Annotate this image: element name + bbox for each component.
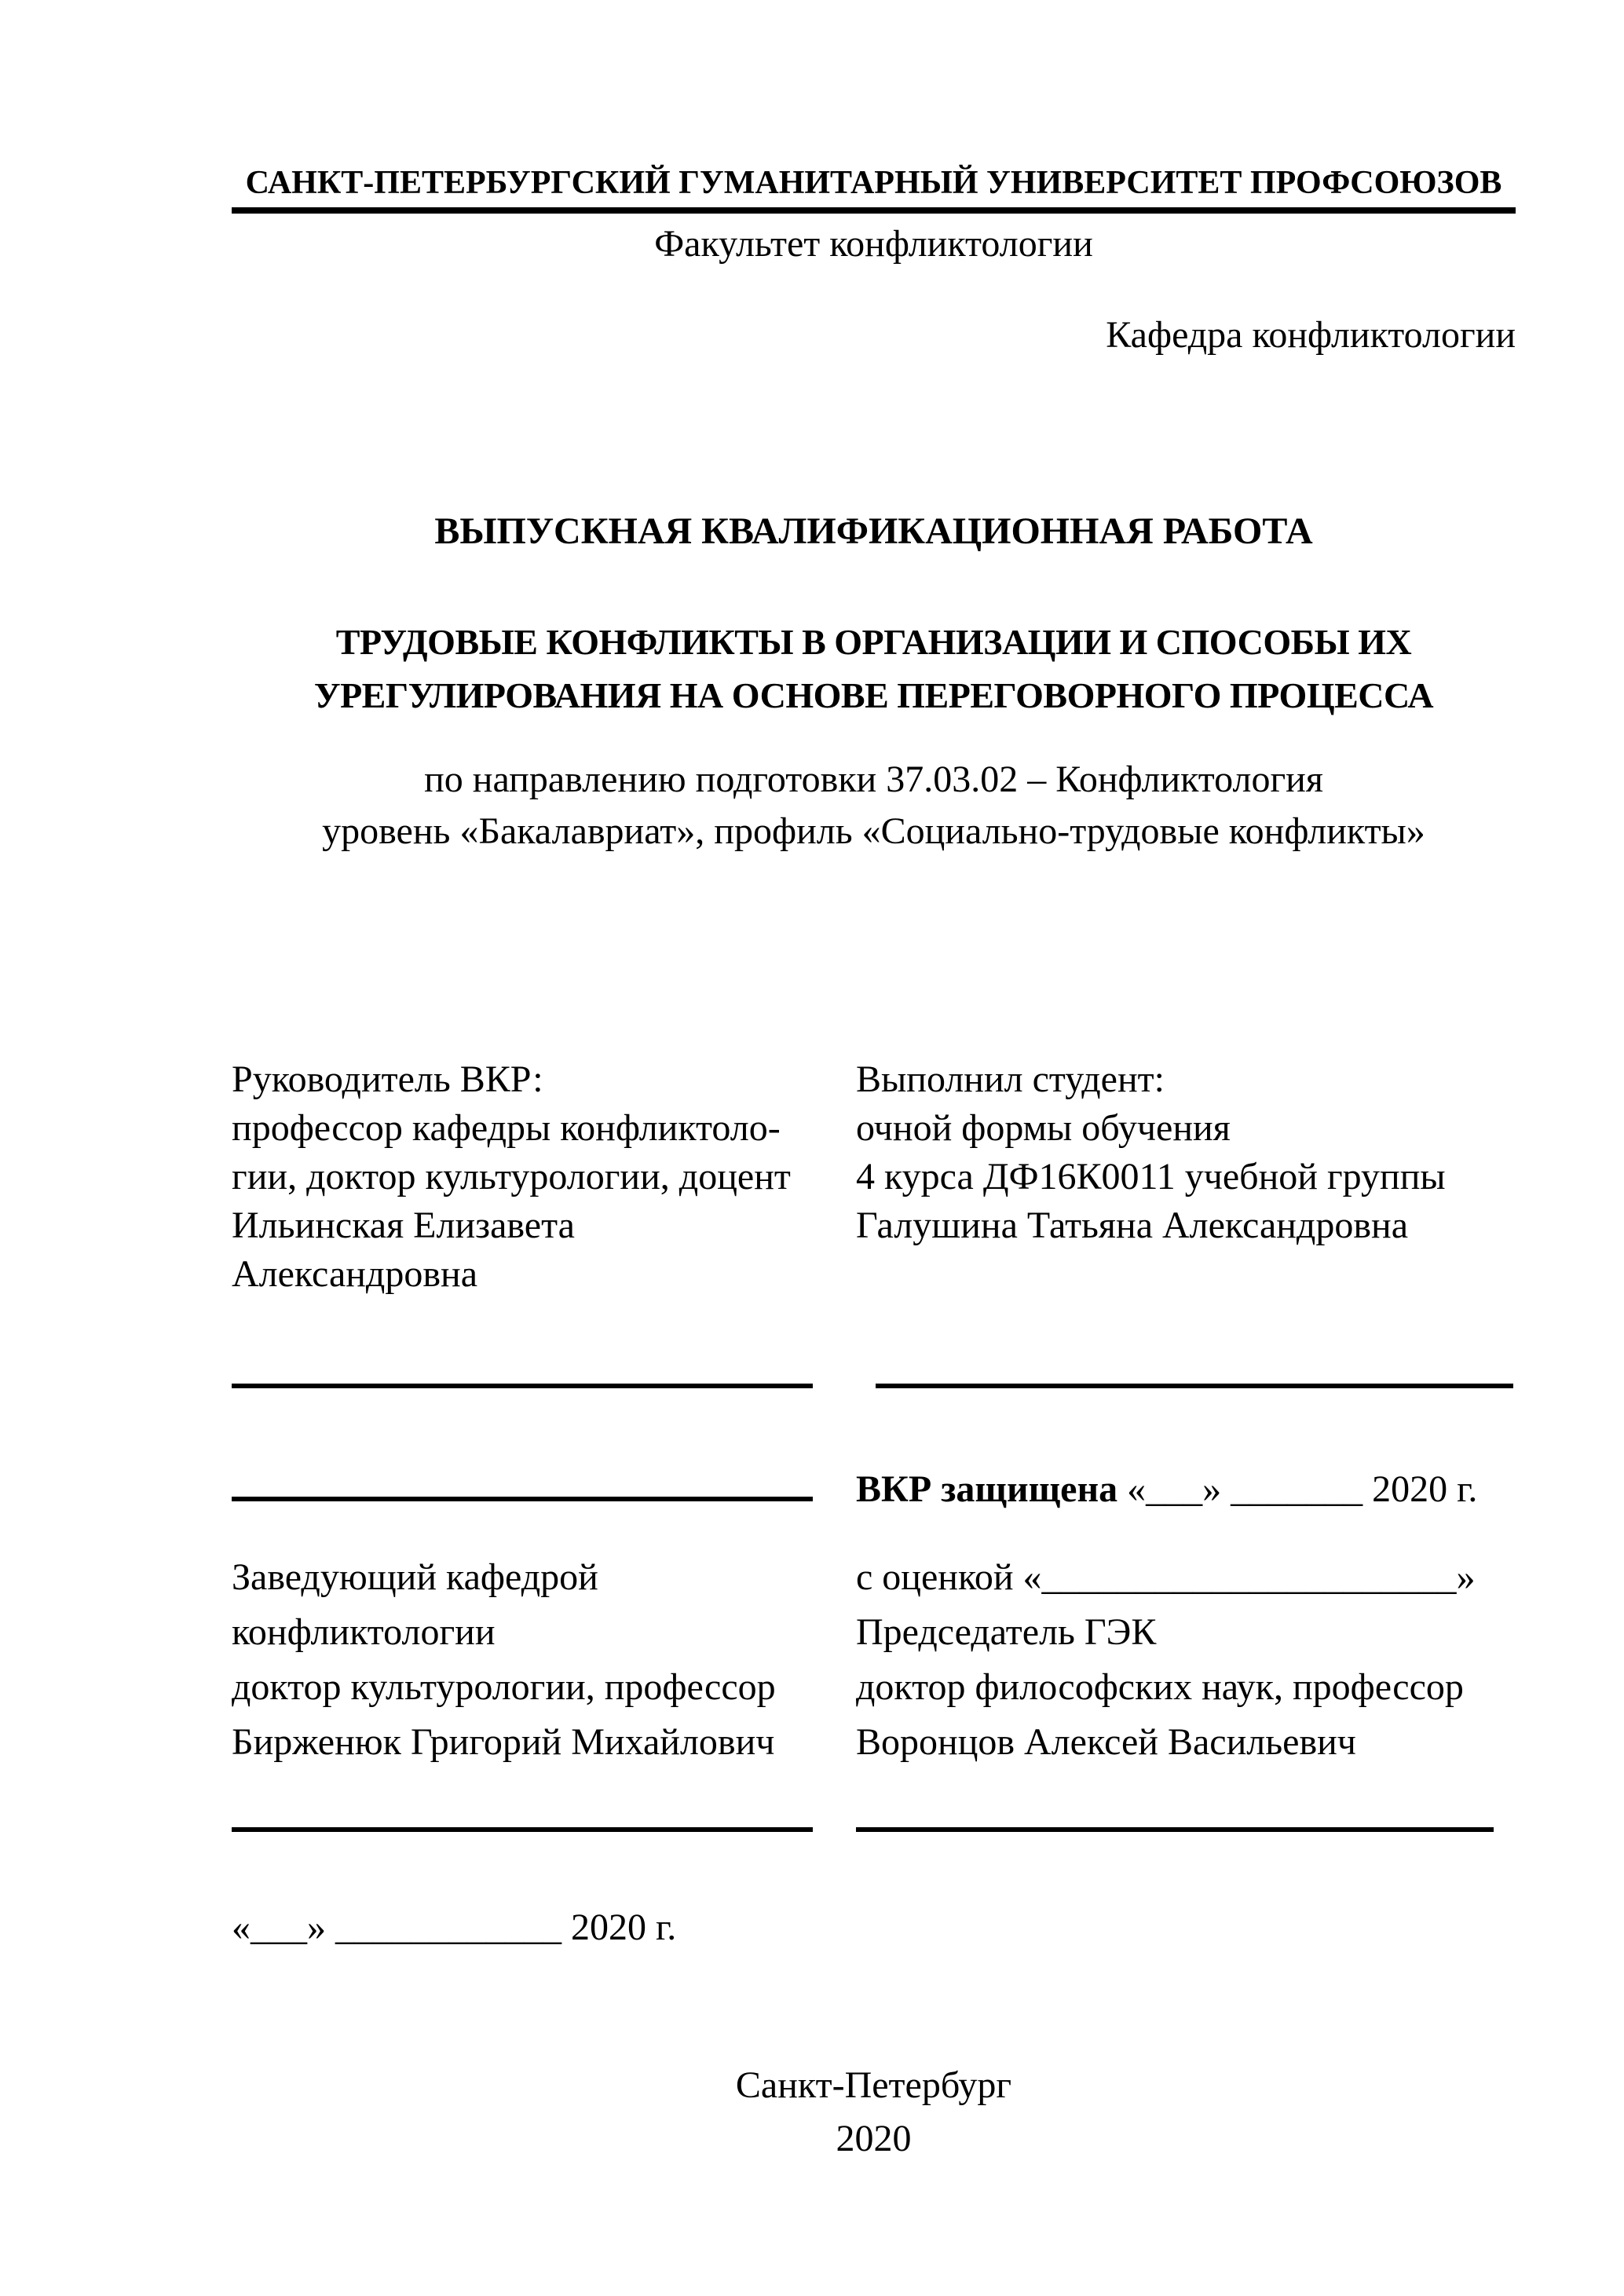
city-line: Санкт-Петербург (735, 2064, 1012, 2106)
student-block (856, 1055, 1531, 1250)
supervisor-signature-line-2 (232, 1497, 813, 1501)
thesis-title (232, 616, 1516, 722)
chair-role-line-1: Заведующий кафедрой (232, 1556, 598, 1598)
gek-title-line: доктор философских наук, профессор (856, 1666, 1464, 1708)
chair-block (232, 1550, 844, 1770)
supervisor-role-line: Руководитель ВКР: (232, 1058, 543, 1100)
gek-signature-line (856, 1827, 1494, 1832)
supervisor-block (232, 1055, 844, 1299)
date-line: «___» ____________ 2020 г. (232, 1907, 677, 1948)
gek-name-line: Воронцов Алексей Васильевич (856, 1721, 1356, 1763)
thesis-title-line-1: ТРУДОВЫЕ КОНФЛИКТЫ В ОРГАНИЗАЦИИ И СПОСОБЫ ИХ (335, 622, 1412, 662)
faculty-line: Факультет конфликтологии (654, 223, 1093, 265)
chair-role-line-2: конфликтологии (232, 1611, 496, 1653)
supervisor-title-line-2: гии, доктор культурологии, доцент (232, 1156, 791, 1197)
student-name-line: Галушина Татьяна Александровна (856, 1205, 1409, 1246)
level-line: уровень «Бакалавриат», профиль «Социально-трудовые конфликты» (322, 810, 1425, 852)
supervisor-title-line-1: профессор кафедры конфликтоло- (232, 1107, 781, 1149)
supervisor-signature-line (232, 1384, 813, 1388)
student-signature-line (876, 1384, 1513, 1388)
chair-title-line: доктор культурологии, профессор (232, 1666, 776, 1708)
thesis-title-line-2: УРЕГУЛИРОВАНИЯ НА ОСНОВЕ ПЕРЕГОВОРНОГО ПРОЦЕССА (313, 675, 1434, 715)
work-type-title: ВЫПУСКНАЯ КВАЛИФИКАЦИОННАЯ РАБОТА (434, 510, 1313, 552)
gek-block (856, 1550, 1531, 1770)
defense-date-blank: «___» _______ 2020 г. (1117, 1468, 1478, 1510)
supervisor-name-line-1: Ильинская Елизавета (232, 1205, 575, 1246)
defense-label: ВКР защищена (856, 1468, 1118, 1510)
student-group-line: 4 курса ДФ16К0011 учебной группы (856, 1156, 1446, 1197)
department-line: Кафедра конфликтологии (1106, 314, 1516, 356)
grade-line: с оценкой «______________________» (856, 1556, 1476, 1598)
city-year-block (232, 2059, 1516, 2166)
chair-signature-line (232, 1827, 813, 1832)
university-header: САНКТ-ПЕТЕРБУРГСКИЙ ГУМАНИТАРНЫЙ УНИВЕРСИТЕТ ПРОФСОЮЗОВ (232, 163, 1516, 214)
gek-role-line: Председатель ГЭК (856, 1611, 1157, 1653)
chair-name-line: Бирженюк Григорий Михайлович (232, 1721, 775, 1763)
defense-line (856, 1465, 1531, 1514)
year-line: 2020 (836, 2118, 912, 2159)
student-form-line: очной формы обучения (856, 1107, 1231, 1149)
direction-line: по направлению подготовки 37.03.02 – Конфликтология (424, 759, 1323, 800)
student-role-line: Выполнил студент: (856, 1058, 1165, 1100)
supervisor-name-line-2: Александровна (232, 1253, 478, 1295)
